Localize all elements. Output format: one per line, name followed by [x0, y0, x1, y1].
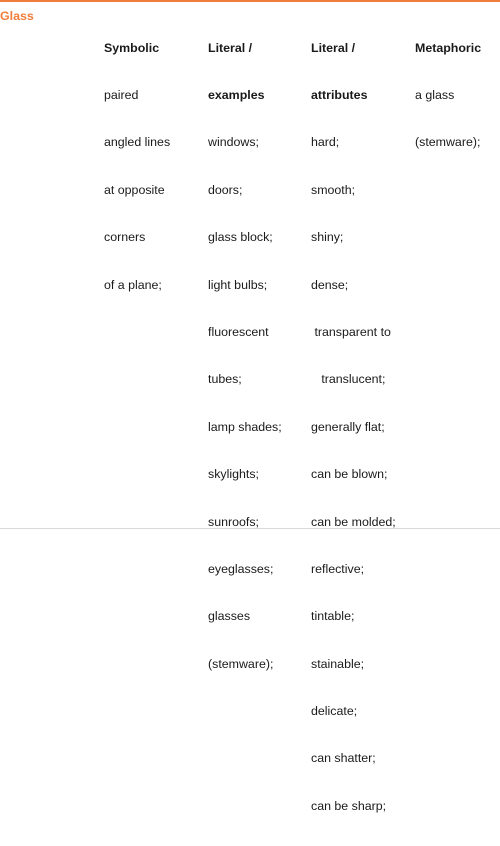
symbolic-line: at opposite	[104, 182, 165, 197]
literal-attributes-line: can be sharp;	[311, 798, 387, 813]
literal-examples-line: doors;	[208, 182, 243, 197]
symbolic-column	[104, 9, 170, 325]
literal-attributes-line: dense;	[311, 277, 349, 292]
literal-attributes-line: can be blown;	[311, 467, 388, 482]
literal-attributes-heading: attributes	[311, 87, 368, 102]
metaphoric-line: (stemware);	[415, 135, 481, 150]
literal-attributes-line: tintable;	[311, 609, 355, 624]
literal-attributes-line: translucent;	[311, 372, 386, 387]
top-accent-rule	[0, 0, 500, 2]
literal-attributes-line: generally flat;	[311, 419, 385, 434]
symbolic-heading: Symbolic	[104, 40, 160, 55]
literal-examples-column	[208, 9, 282, 704]
literal-examples-line: skylights;	[208, 467, 259, 482]
literal-attributes-line: can be molded;	[311, 514, 396, 529]
literal-examples-line: light bulbs;	[208, 277, 268, 292]
literal-attributes-line: smooth;	[311, 182, 356, 197]
symbolic-line: of a plane;	[104, 277, 162, 292]
literal-attributes-line: shiny;	[311, 230, 344, 245]
symbolic-line: angled lines	[104, 135, 171, 150]
literal-examples-line: windows;	[208, 135, 259, 150]
literal-attributes-heading: Literal /	[311, 40, 356, 55]
literal-attributes-line: reflective;	[311, 561, 365, 576]
literal-attributes-line: stainable;	[311, 656, 365, 671]
literal-examples-line: glass block;	[208, 230, 273, 245]
literal-examples-line: sunroofs;	[208, 514, 259, 529]
metaphoric-line: a glass	[415, 87, 455, 102]
literal-examples-line: fluorescent	[208, 324, 269, 339]
bottom-divider	[0, 528, 500, 529]
literal-examples-line: (stemware);	[208, 656, 274, 671]
literal-attributes-line: can shatter;	[311, 751, 376, 766]
literal-attributes-line: hard;	[311, 135, 340, 150]
literal-examples-heading: Literal /	[208, 40, 253, 55]
literal-examples-line: eyeglasses;	[208, 561, 274, 576]
literal-examples-line: glasses	[208, 609, 251, 624]
literal-examples-line: lamp shades;	[208, 419, 282, 434]
literal-examples-heading: examples	[208, 87, 265, 102]
term-label: Glass	[0, 9, 34, 23]
metaphoric-column	[415, 9, 481, 183]
literal-examples-line: tubes;	[208, 372, 242, 387]
literal-attributes-column	[311, 9, 396, 846]
symbolic-line: corners	[104, 230, 146, 245]
metaphoric-heading: Metaphoric	[415, 40, 482, 55]
literal-attributes-line: delicate;	[311, 704, 358, 719]
symbolic-line: paired	[104, 87, 139, 102]
literal-attributes-line: transparent to	[311, 324, 391, 339]
